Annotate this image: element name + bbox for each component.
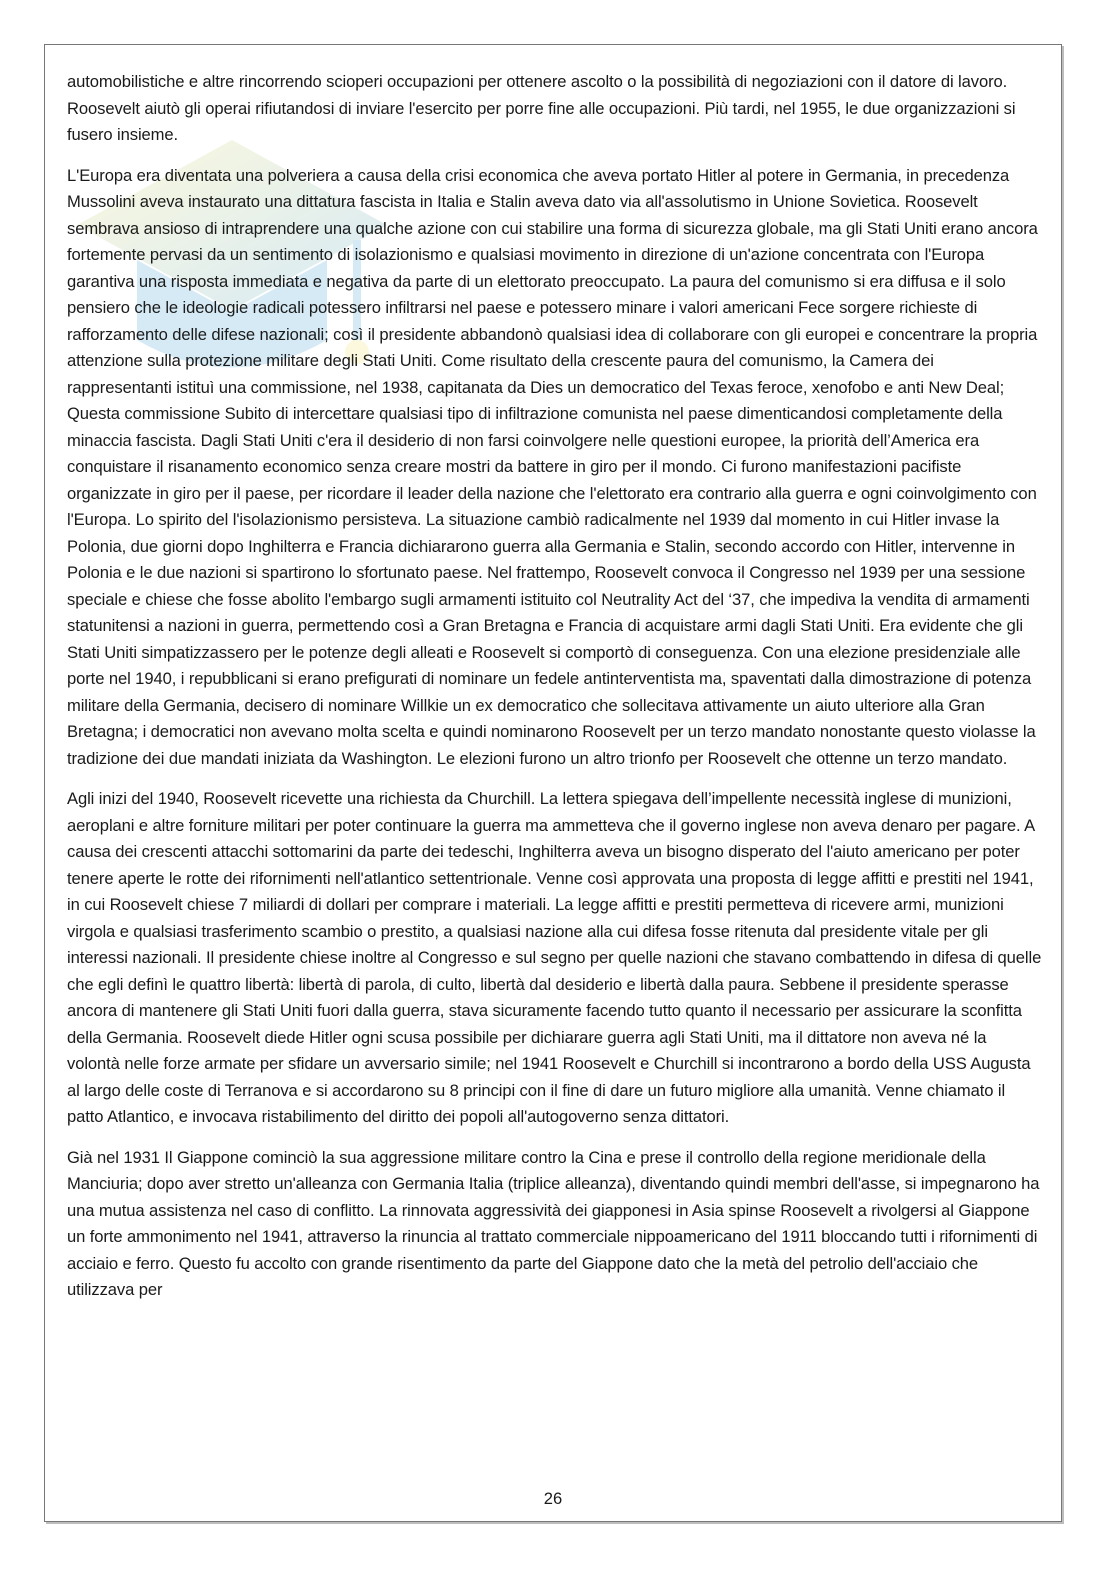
document-body <box>67 69 1043 1318</box>
paragraph-4: Già nel 1931 Il Giappone cominciò la sua aggressione militare contro la Cina e prese il controllo della regione meridionale della Manciuria; dopo aver stretto un'alleanza con Germania Italia (triplice alleanza), diventando quindi membri dell'asse, si impegnarono ha una mutua assistenza nel caso di conflitto. La rinnovata aggressività dei giapponesi in Asia spinse Roosevelt a rivolgersi al Giappone un forte ammonimento nel 1941, attraverso la rinuncia al trattato commerciale nippoamericano del 1911 bloccando tutti i rifornimenti di acciaio e ferro. Questo fu accolto con grande risentimento da parte del Giappone dato che la metà del petrolio dell'acciaio che utilizzava per <box>67 1147 1040 1299</box>
paragraph-2: L'Europa era diventata una polveriera a causa della crisi economica che aveva portato Hitler al potere in Germania, in precedenza Mussolini aveva instaurato una dittatura fascista in Italia e Stalin aveva dato via all'assolutismo in Unione Sovietica. Roosevelt sembrava ansioso di intraprendere una qualche azione con cui stabilire una forma di sicurezza globale, ma gli Stati Uniti erano ancora fortemente pervasi da un sentimento di isolazionismo e qualsiasi movimento in direzione di un'azione concentrata con l'Europa garantiva una risposta immediata e negativa da parte di un elettorato preoccupato. La paura del comunismo si era diffusa e il solo pensiero che le ideologie radicali potessero infiltrarsi nel paese e potessero minare i valori americani Fece sorgere richieste di rafforzamento delle difese nazionali; così il presidente abbandonò qualsiasi idea di collaborare con gli europei e concentrare la propria attenzione sulla protezione militare degli Stati Uniti. Come risultato della crescente paura del comunismo, la Camera dei rappresentanti istituì una commissione, nel 1938, capitanata da Dies un democratico del Texas feroce, xenofobo e anti New Deal; Questa commissione Subito di intercettare qualsiasi tipo di infiltrazione comunista nel paese dimenticandosi completamente della minaccia fascista. Dagli Stati Uniti c'era il desiderio di non farsi coinvolgere nelle questioni europee, la priorità dell’America era conquistare il risanamento economico senza creare mostri da battere in giro per il mondo. Ci furono manifestazioni pacifiste organizzate in giro per il paese, per ricordare il leader della nazione che l'elettorato era contrario alla guerra e ogni coinvolgimento con l'Europa. Lo spirito del l'isolazionismo persisteva. La situazione cambiò radicalmente nel 1939 dal momento in cui Hitler invase la Polonia, due giorni dopo Inghilterra e Francia dichiararono guerra alla Germania e Stalin, secondo accordo con Hitler, intervenne in Polonia e le due nazioni si spartirono lo sfortunato paese. Nel frattempo, Roosevelt convoca il Congresso nel 1939 per una sessione speciale e chiese che fosse abolito l'embargo sugli armamenti istituito col Neutrality Act del ‘37, che impediva la vendita di armamenti statunitensi a nazioni in guerra, permettendo così a Gran Bretagna e Francia di acquistare armi dagli Stati Uniti. Era evidente che gli Stati Uniti simpatizzassero per le potenze degli alleati e Roosevelt si comportò di conseguenza. Con una elezione presidenziale alle porte nel 1940, i repubblicani si erano prefigurati di nominare un fedele antinterventista ma, spaventati dalla dimostrazione di potenza militare della Germania, decisero di nominare Willkie un ex democratico che sollecitava attivamente un aiuto ulteriore alla Gran Bretagna; i democratici non avevano molta scelta e quindi nominarono Roosevelt per un terzo mandato nonostante questo violasse la tradizione dei due mandati iniziata da Washington. Le elezioni furono un altro trionfo per Roosevelt che ottenne un terzo mandato. <box>67 165 1038 768</box>
page-number: 26 <box>543 1489 563 1508</box>
page-frame <box>44 44 1062 1522</box>
paragraph-1: automobilistiche e altre rincorrendo scioperi occupazioni per ottenere ascolto o la possibilità di negoziazioni con il datore di lavoro. Roosevelt aiutò gli operai rifiutandosi di inviare l'esercito per porre fine alle occupazioni. Più tardi, nel 1955, le due organizzazioni si fusero insieme. <box>67 72 1016 144</box>
paragraph-3: Agli inizi del 1940, Roosevelt ricevette una richiesta da Churchill. La lettera spiegava dell’impellente necessità inglese di munizioni, aeroplani e altre forniture militari per poter continuare la guerra ma ammetteva che il governo inglese non aveva denaro per pagare. A causa dei crescenti attacchi sottomarini da parte dei tedeschi, Inghilterra aveva un bisogno disperato del l'aiuto americano per poter tenere aperte le rotte dei rifornimenti nell'atlantico settentrionale. Venne così approvata una proposta di legge affitti e prestiti nel 1941, in cui Roosevelt chiese 7 miliardi di dollari per comprare i materiali. La legge affitti e prestiti permetteva di ricevere armi, munizioni virgola e qualsiasi trasferimento scambio o prestito, a qualsiasi nazione alla cui difesa fosse ritenuta dal presidente vitale per gli interessi nazionali. Il presidente chiese inoltre al Congresso e sul segno per quelle nazioni che stavano combattendo in difesa di quelle che egli definì le quattro libertà: libertà di parola, di culto, libertà dal desiderio e libertà dalla paura. Sebbene il presidente sperasse ancora di mantenere gli Stati Uniti fuori dalla guerra, stava sicuramente facendo tutto quanto il necessario per assicurare la sconfitta della Germania. Roosevelt diede Hitler ogni scusa possibile per dichiarare guerra agli Stati Uniti, ma il dittatore non aveva né la volontà nelle forze armate per sfidare un avversario simile; nel 1941 Roosevelt e Churchill si incontrarono a bordo della USS Augusta al largo delle coste di Terranova e si accordarono su 8 principi con il fine di dare un futuro migliore alla umanità. Venne chiamato il patto Atlantico, e invocava ristabilimento del diritto dei popoli all'autogoverno senza dittatori. <box>67 789 1042 1126</box>
